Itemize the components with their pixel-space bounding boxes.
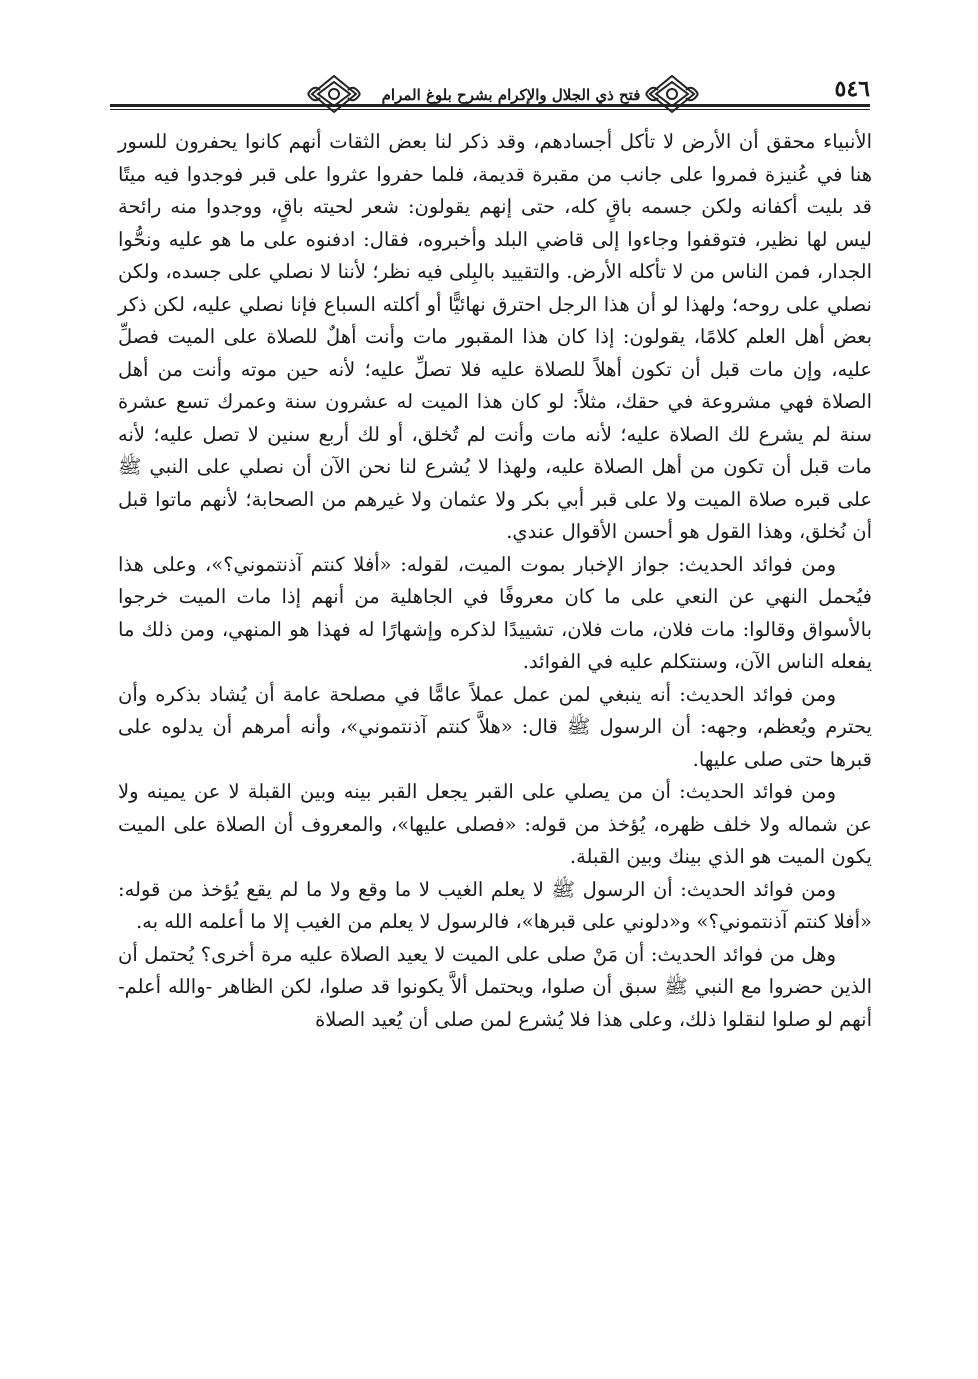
ornament-right-icon [644, 72, 700, 116]
paragraph: ومن فوائد الحديث: أن الرسول ﷺ لا يعلم الغيب لا ما وقع ولا ما لم يقع يُؤخذ من قوله: «أفلا كنتم آذنتموني؟» و«دلوني على قبرها»، فالرسول لا يعلم من الغيب إلا ما أعلمه الله به. [118, 877, 872, 933]
paragraph: ومن فوائد الحديث: أنه ينبغي لمن عمل عملاً عامًّا في مصلحة عامة أن يُشاد بذكره وأن يحترم ويُعظم، وجهه: أن الرسول ﷺ قال: «هلاَّ كنتم آذنتموني»، وأنه أمرهم أن يدلوه على قبرها حتى صلى عليها. [118, 682, 872, 771]
running-title: فتح ذي الجلال والإكرام بشرح بلوغ المرام [368, 86, 654, 104]
page-number: ٥٤٦ [834, 76, 870, 102]
paragraph: الأنبياء محقق أن الأرض لا تأكل أجسادهم، وقد ذكر لنا بعض الثقات أنهم كانوا يحفرون للسور هنا في عُنيزة فمروا على جانب من مقبرة قديمة، فلما حفروا عثروا على قبر فوجدوا فيه ميتًا قد بليت أكفانه ولكن جسمه باقٍ كله، حتى إنهم يقولون: شعر لحيته باقٍ، ووجدوا منه رائحة ليس لها نظير، فتوقفوا وجاءوا إلى قاضي البلد وأخبروه، فقال: ادفنوه على ما هو عليه ونحُّوا الجدار، فمن الناس من لا تأكله الأرض. والتقييد بالبِلى فيه نظر؛ لأننا لا نصلي على جسده، ولكن نصلي على روحه؛ ولهذا لو أن هذا الرجل احترق نهائيًّا أو أكلته السباع فإنا نصلي عليه، لكن ذكر بعض أهل العلم كلامًا، يقولون: إذا كان هذا المقبور مات وأنت أهلٌ للصلاة على الميت فصلِّ عليه، وإن مات قبل أن تكون أهلاً للصلاة عليه فلا تصلِّ عليه؛ لأنه حين موته وأنت من أهل الصلاة فهي مشروعة في حقك، مثلاً: لو كان هذا الميت له عشرون سنة وعمرك تسع عشرة سنة لم يشرع لك الصلاة عليه؛ لأنه مات وأنت لم تُخلق، أو لك أربع سنين لا تصل عليه؛ لأنه مات قبل أن تكون من أهل الصلاة عليه، ولهذا لا يُشرع لنا نحن الآن أن نصلي على النبي ﷺ على قبره صلاة الميت ولا على قبر أبي بكر ولا عثمان ولا غيرهم من الصحابة؛ لأنهم ماتوا قبل أن نُخلق، وهذا القول هو أحسن الأقوال عندي. [118, 130, 872, 543]
text-body [118, 126, 872, 1036]
header-rule-thick [110, 104, 870, 107]
paragraph: وهل من فوائد الحديث: أن مَنْ صلى على الميت لا يعيد الصلاة عليه مرة أخرى؟ يُحتمل أن الذين حضروا مع النبي ﷺ سبق أن صلوا، ويحتمل ألاَّ يكونوا قد صلوا، لكن الظاهر -والله أعلم- أنهم لو صلوا لنقلوا ذلك، وعلى هذا فلا يُشرع لمن صلى أن يُعيد الصلاة [118, 942, 872, 1031]
paragraph: ومن فوائد الحديث: جواز الإخبار بموت الميت، لقوله: «أفلا كنتم آذنتموني؟»، وعلى هذا فيُحمل النهي عن النعي على ما كان معروفًا في الجاهلية من أنهم إذا مات الميت خرجوا بالأسواق وقالوا: مات فلان، مات فلان، تشييدًا لذكره وإشهارًا له فهذا هو المنهي، ومن ذلك ما يفعله الناس الآن، وسنتكلم عليه في الفوائد. [118, 552, 872, 673]
ornament-left-icon [306, 72, 362, 116]
header-rule-thin [110, 109, 870, 110]
page-header [110, 72, 870, 118]
paragraph: ومن فوائد الحديث: أن من يصلي على القبر يجعل القبر بينه وبين القبلة لا عن يمينه ولا عن شماله ولا خلف ظهره، يُؤخذ من قوله: «فصلى عليها»، والمعروف أن الصلاة على الميت يكون الميت هو الذي بينك وبين القبلة. [118, 780, 872, 868]
